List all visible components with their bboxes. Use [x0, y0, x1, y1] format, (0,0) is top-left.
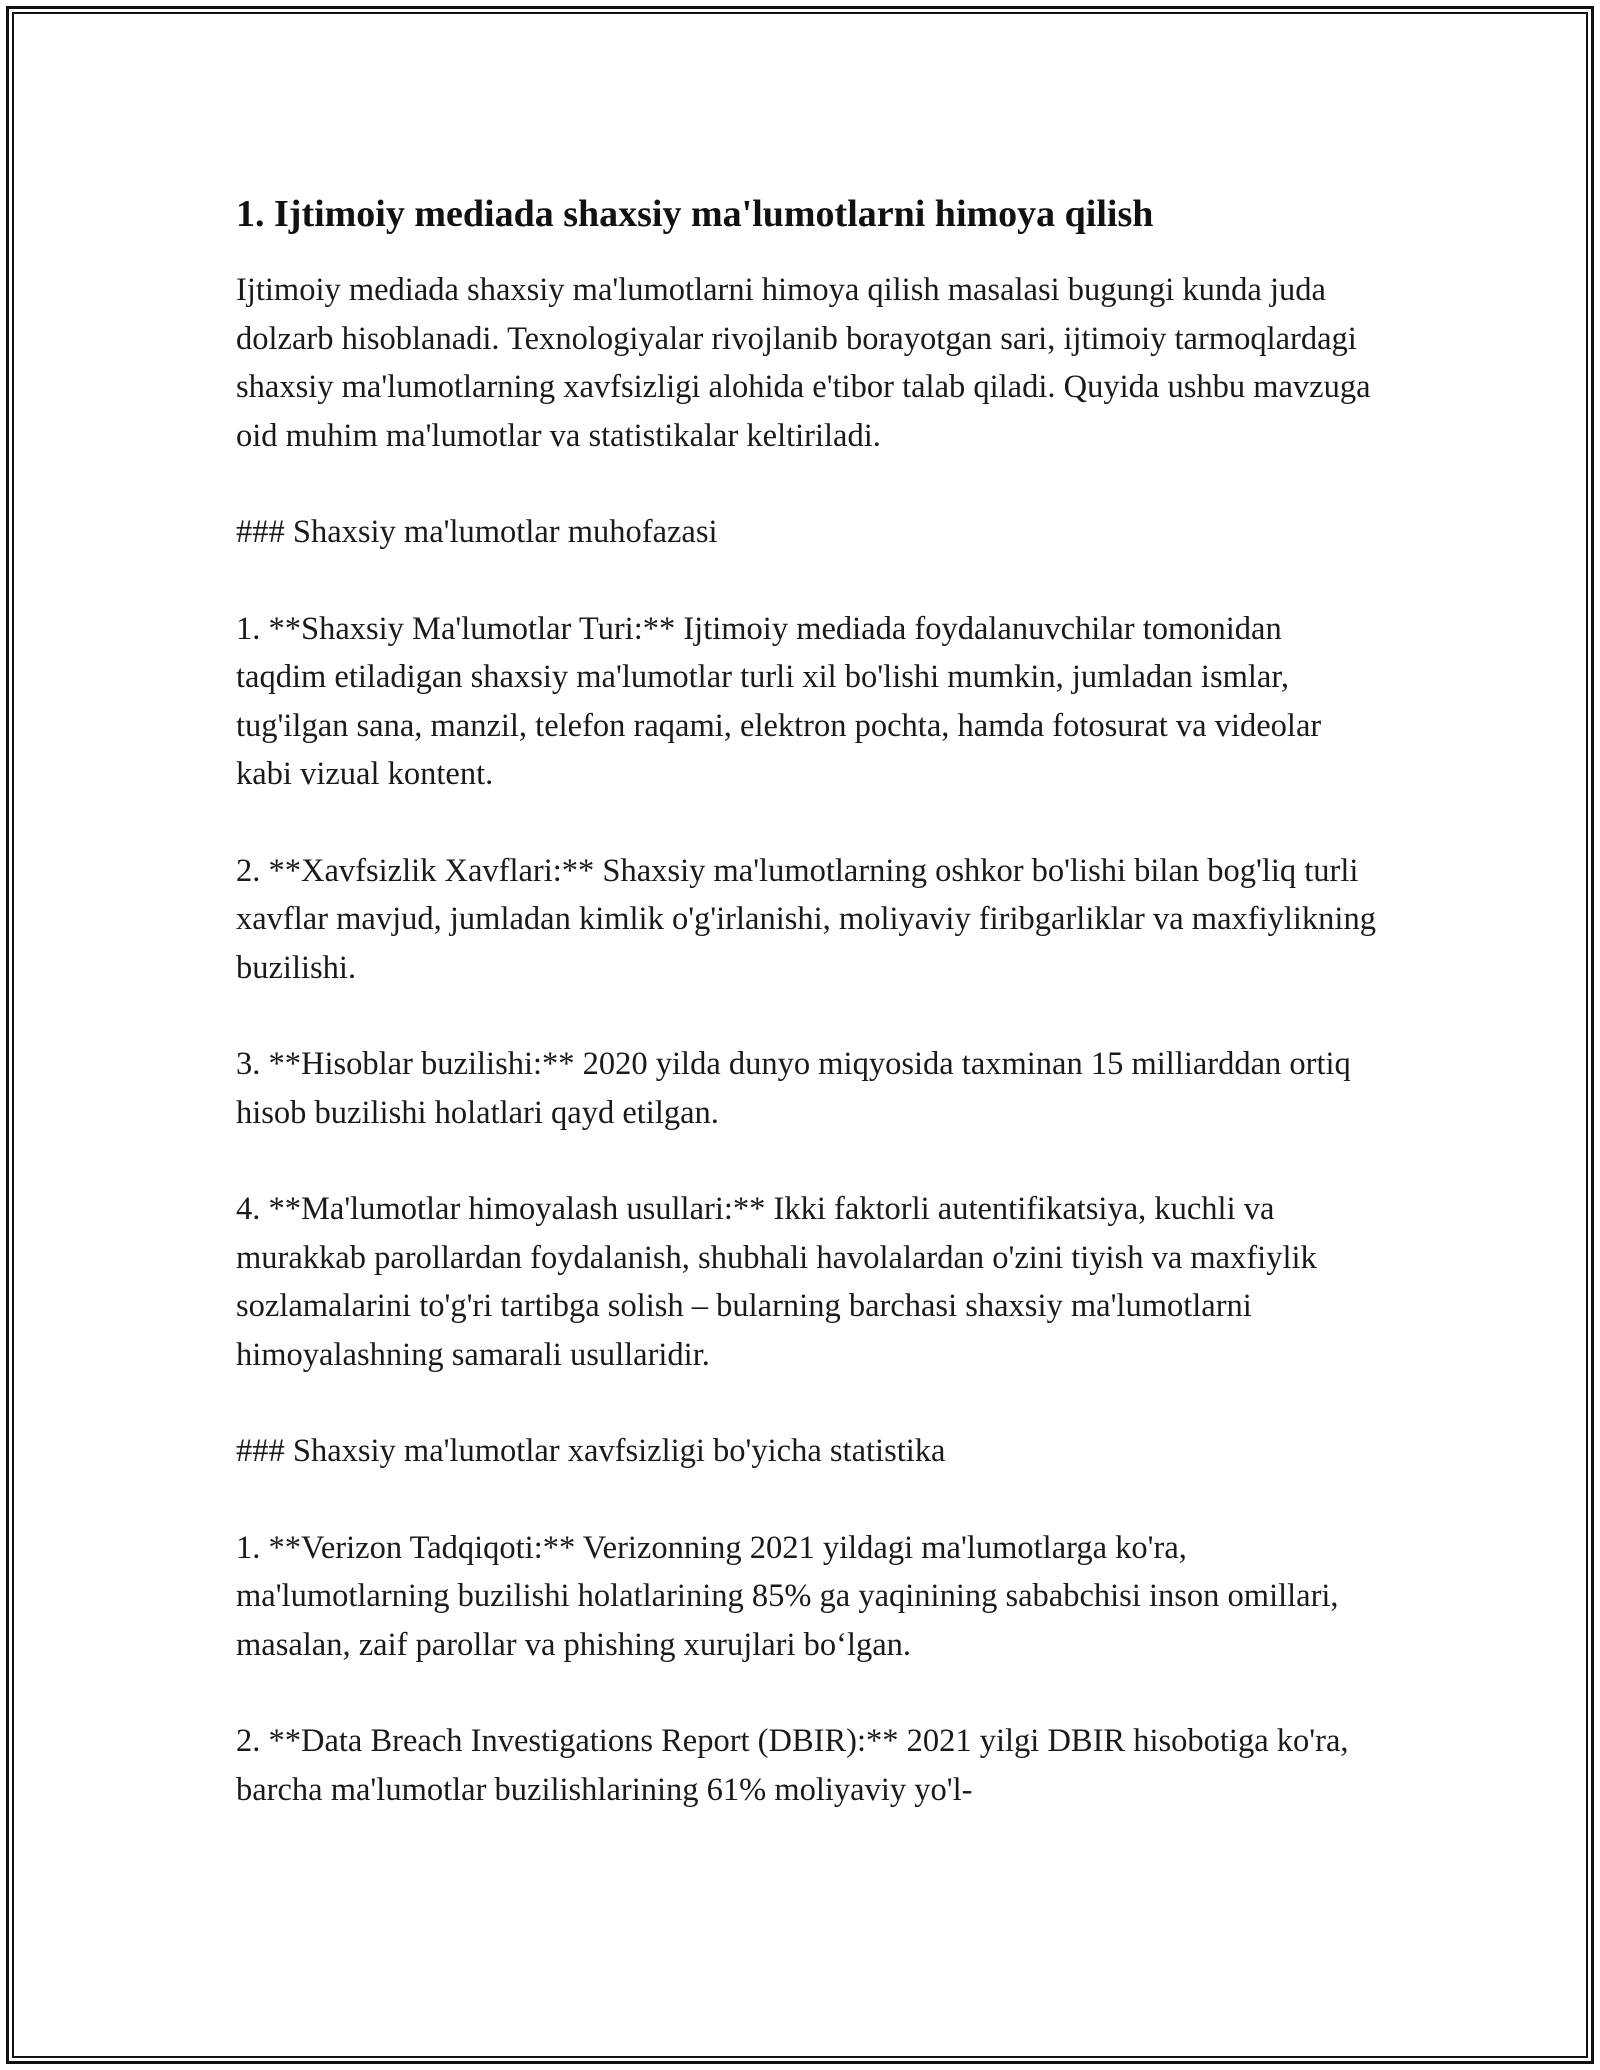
section-heading-statistika: ### Shaxsiy ma'lumotlar xavfsizligi bo'yicha statistika	[236, 1433, 946, 1469]
document-body	[236, 186, 1376, 1862]
list-item-3: 3. **Hisoblar buzilishi:** 2020 yilda dunyo miqyosida taxminan 15 milliarddan ortiq hisob buzilishi holatlari qayd etilgan.	[236, 1046, 1351, 1131]
section-heading-muhofaza: ### Shaxsiy ma'lumotlar muhofazasi	[236, 514, 718, 550]
list-item-4: 4. **Ma'lumotlar himoyalash usullari:** Ikki faktorli autentifikatsiya, kuchli va murakkab parollardan foydalanish, shubhali havolalardan o'zini tiyish va maxfiylik sozlamalarini to'g'ri tartibga solish – bularning barchasi shaxsiy ma'lumotlarni himoyalashning samarali usullaridir.	[236, 1191, 1317, 1373]
document-title: 1. Ijtimoiy mediada shaxsiy ma'lumotlarni himoya qilish	[236, 193, 1154, 235]
stat-item-1: 1. **Verizon Tadqiqoti:** Verizonning 2021 yildagi ma'lumotlarga ko'ra, ma'lumotlarning buzilishi holatlarining 85% ga yaqinining sababchisi inson omillari, masalan, zaif parollar va phishing xurujlari bo‘lgan.	[236, 1529, 1339, 1663]
list-item-1: 1. **Shaxsiy Ma'lumotlar Turi:** Ijtimoiy mediada foydalanuvchilar tomonidan taqdim etiladigan shaxsiy ma'lumotlar turli xil bo'lishi mumkin, jumladan ismlar, tug'ilgan sana, manzil, telefon raqami, elektron pochta, hamda fotosurat va videolar kabi vizual kontent.	[236, 610, 1322, 792]
stat-item-2: 2. **Data Breach Investigations Report (DBIR):** 2021 yilgi DBIR hisobotiga ko'ra, barcha ma'lumotlar buzilishlarining 61% moliyaviy yo'l-	[236, 1723, 1349, 1808]
list-item-2: 2. **Xavfsizlik Xavflari:** Shaxsiy ma'lumotlarning oshkor bo'lishi bilan bog'liq turli xavflar mavjud, jumladan kimlik o'g'irlanishi, moliyaviy firibgarliklar va maxfiylikning buzilishi.	[236, 852, 1376, 986]
intro-paragraph: Ijtimoiy mediada shaxsiy ma'lumotlarni himoya qilish masalasi bugungi kunda juda dolzarb hisoblanadi. Texnologiyalar rivojlanib borayotgan sari, ijtimoiy tarmoqlardagi shaxsiy ma'lumotlarning xavfsizligi alohida e'tibor talab qiladi. Quyida ushbu mavzuga oid muhim ma'lumotlar va statistikalar keltiriladi.	[236, 272, 1371, 454]
